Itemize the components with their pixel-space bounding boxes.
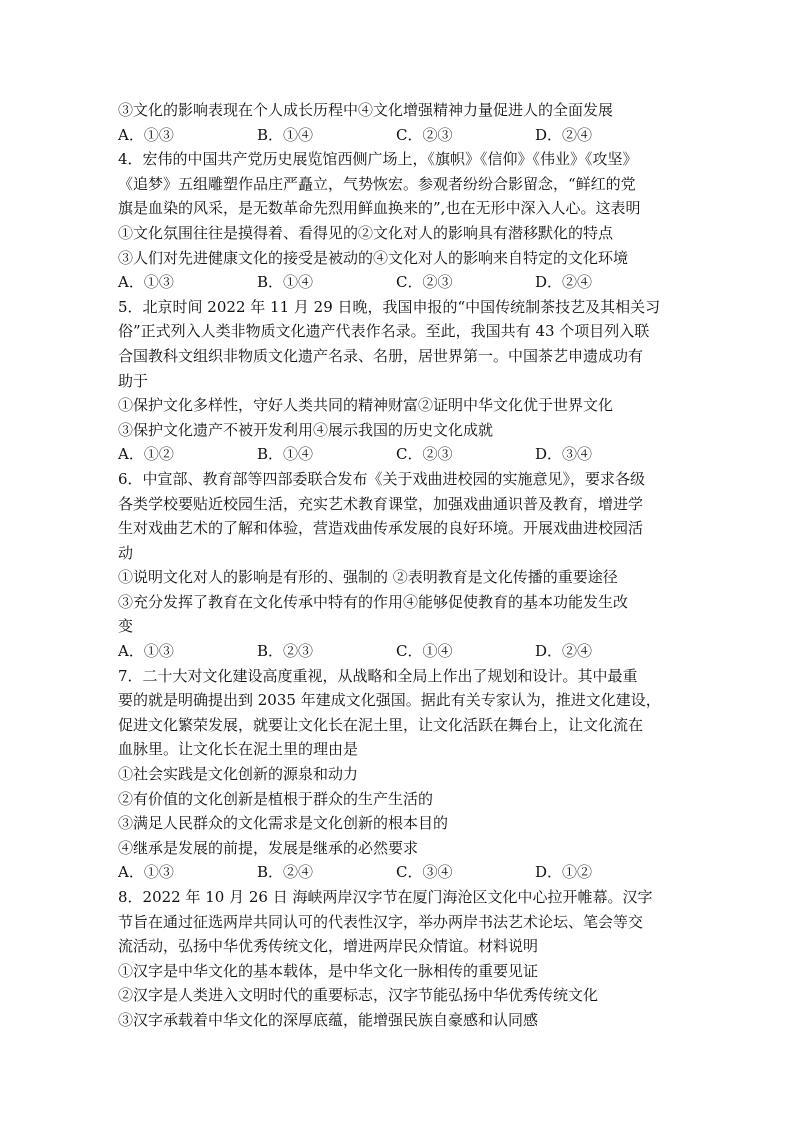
option-c: C．①④ (396, 642, 453, 661)
statement-line: ①社会实践是文化创新的源泉和动力 (118, 765, 359, 784)
statement-line: ③汉字承载着中华文化的深厚底蕴，能增强民族自豪感和认同感 (118, 1010, 539, 1029)
answer-options (118, 639, 678, 664)
answer-options (118, 123, 678, 148)
question-8 (118, 885, 678, 1033)
statement-line: 变 (118, 617, 134, 636)
option-c: C．②③ (396, 125, 453, 144)
question-stem-line: 4．宏伟的中国共产党历史展览馆西侧广场上，《旗帜》《信仰》《伟业》《攻坚》 (118, 150, 638, 169)
option-c: C．③④ (396, 863, 453, 882)
question-stem-line: 合国教科文组织非物质文化遗产名录、名册，居世界第一。中国茶艺申遗成功有 (118, 346, 644, 365)
question-stem-line: 旗是血染的风采，是无数革命先烈用鲜血换来的”,也在无形中深入人心。这表明 (118, 199, 641, 218)
question-stem-line: 节旨在通过征选两岸共同认可的代表性汉字，举办两岸书法艺术论坛、笔会等交 (118, 912, 644, 931)
question-5 (118, 295, 678, 467)
option-d: D．③④ (535, 445, 593, 464)
question-stem-line: 各类学校要贴近校园生活，充实艺术教育课堂，加强戏曲通识普及教育，增进学 (118, 494, 644, 513)
statement-line: ③人们对先进健康文化的接受是被动的④文化对人的影响来自特定的文化环境 (118, 248, 629, 267)
option-a: A．①③ (118, 273, 174, 292)
statement-line: ①说明文化对人的影响是有形的、强制的 ②表明教育是文化传播的重要途径 (118, 568, 618, 587)
option-b: B．①④ (257, 273, 314, 292)
option-c: C．②③ (396, 445, 453, 464)
option-a: A．①③ (118, 125, 174, 144)
option-b: B．①④ (257, 125, 314, 144)
statement-line: ③充分发挥了教育在文化传承中特有的作用④能够促使教育的基本功能发生改 (118, 592, 629, 611)
option-a: A．①③ (118, 863, 174, 882)
question-stem-line: 流活动，弘扬中华优秀传统文化，增进两岸民众情谊。材料说明 (118, 937, 539, 956)
statement-line: ④继承是发展的前提，发展是继承的必然要求 (118, 838, 419, 857)
question-stem-line: 6．中宣部、教育部等四部委联合发布《关于戏曲进校园的实施意见》，要求各级 (118, 469, 646, 488)
question-stem-line: 《追梦》五组雕塑作品庄严矗立，气势恢宏。参观者纷纷合影留念，“鲜红的党 (118, 174, 636, 193)
question-stem-line: 促进文化繁荣发展，就要让文化长在泥土里，让文化活跃在舞台上，让文化流在 (118, 715, 644, 734)
option-d: D．②④ (535, 273, 593, 292)
answer-options (118, 860, 678, 885)
question-3-tail (118, 98, 678, 147)
option-a: A．①② (118, 445, 174, 464)
option-d: D．②④ (535, 642, 593, 661)
option-b: B．①④ (257, 445, 314, 464)
question-stem-line: 5．北京时间 2022 年 11 月 29 日晚，我国申报的“中国传统制茶技艺及其相关习 (118, 297, 661, 316)
statement-line: ②有价值的文化创新是植根于群众的生产生活的 (118, 789, 434, 808)
statement-line: ③满足人民群众的文化需求是文化创新的根本目的 (118, 814, 449, 833)
question-stem-line: 生对戏曲艺术的了解和体验，营造戏曲传承发展的良好环境。开展戏曲进校园活 (118, 519, 644, 538)
question-stem-line: 8．2022 年 10 月 26 日 海峡两岸汉字节在厦门海沧区文化中心拉开帷幕。汉字 (118, 888, 653, 906)
question-4 (118, 147, 678, 295)
option-d: D．①② (535, 863, 593, 882)
answer-options (118, 442, 678, 467)
question-stem-line: 助于 (118, 371, 149, 390)
option-b: B．②③ (257, 642, 314, 661)
question-7 (118, 664, 678, 885)
question-stem-line: 血脉里。让文化长在泥土里的理由是 (118, 740, 359, 759)
statement-line: ③文化的影响表现在个人成长历程中④文化增强精神力量促进人的全面发展 (118, 101, 614, 119)
statement-line: ①汉字是中华文化的基本载体，是中华文化一脉相传的重要见证 (118, 961, 539, 980)
question-6 (118, 467, 678, 664)
statement-line: ②汉字是人类进入文明时代的重要标志，汉字节能弘扬中华优秀传统文化 (118, 986, 599, 1005)
question-stem-line: 要的就是明确提出到 2035 年建成文化强国。据此有关专家认为，推进文化建设， (118, 691, 661, 710)
option-d: D．②④ (535, 125, 593, 144)
statement-line: ①文化氛围往往是摸得着、看得见的②文化对人的影响具有潜移默化的特点 (118, 223, 614, 242)
question-stem-line: 动 (118, 543, 134, 562)
option-b: B．②④ (257, 863, 314, 882)
question-stem-line: 7．二十大对文化建设高度重视，从战略和全局上作出了规划和设计。其中最重 (118, 666, 638, 685)
option-c: C．②③ (396, 273, 453, 292)
question-stem-line: 俗”正式列入人类非物质文化遗产代表作名录。至此，我国共有 43 个项目列入联 (118, 322, 650, 341)
option-a: A．①③ (118, 642, 174, 661)
answer-options (118, 270, 678, 295)
statement-line: ①保护文化多样性，守好人类共同的精神财富②证明中华文化优于世界文化 (118, 396, 614, 415)
question-content (118, 98, 678, 1033)
statement-line: ③保护文化遗产不被开发利用④展示我国的历史文化成就 (118, 420, 494, 439)
